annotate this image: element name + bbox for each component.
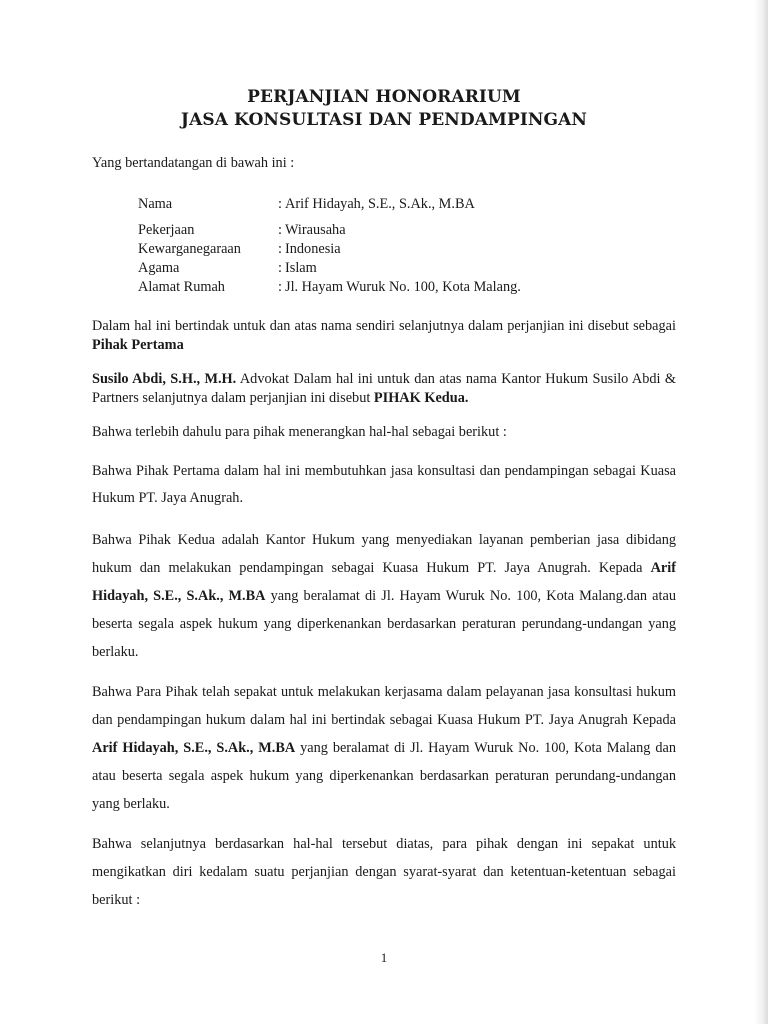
party1-paragraph-text: Dalam hal ini bertindak untuk dan atas nama sendiri selanjutnya dalam perjanjian ini disebut sebagai — [92, 318, 676, 334]
recital-intro-paragraph: Bahwa terlebih dahulu para pihak menerangkan hal-hal sebagai berikut : — [92, 424, 507, 440]
identity-separator: : — [278, 279, 282, 295]
document-page — [92, 86, 676, 914]
identity-label: Alamat Rumah — [138, 279, 225, 295]
recital-party2-text: Bahwa Pihak Kedua adalah Kantor Hukum yang menyediakan layanan pemberian jasa dibidang hukum dan melakukan pendampingan sebagai Kuasa Hukum PT. Jaya Anugrah. Kepada — [92, 532, 676, 576]
page-number: 1 — [380, 950, 388, 965]
party1-designation: Pihak Pertama — [92, 337, 184, 353]
identity-value: Jl. Hayam Wuruk No. 100, Kota Malang. — [285, 279, 521, 295]
identity-label: Pekerjaan — [138, 222, 195, 238]
recital-party2-paragraph — [92, 526, 676, 666]
recital-party2-text-end: yang beralamat di Jl. Hayam Wuruk No. 100, Kota Malang.dan atau beserta segala aspek hukum yang diperkenankan berdasarkan peraturan perundang-undangan yang berlaku. — [92, 588, 676, 660]
identity-value: Arif Hidayah, S.E., S.Ak., M.BA — [285, 196, 475, 212]
recital-agreement-client-name: Arif Hidayah, S.E., S.Ak., M.BA — [92, 740, 296, 756]
identity-value: Islam — [285, 260, 317, 276]
recital-agreement-text-end: yang beralamat di Jl. Hayam Wuruk No. 100, Kota Malang dan atau beserta segala aspek hukum yang diperkenankan berdasarkan peraturan perundang-undangan yang berlaku. — [92, 740, 676, 812]
recital-agreement-paragraph — [92, 678, 676, 818]
identity-row-agama — [138, 259, 676, 278]
intro-text: Yang bertandatangan di bawah ini : — [92, 155, 295, 171]
recital-final-paragraph: Bahwa selanjutnya berdasarkan hal-hal tersebut diatas, para pihak dengan ini sepakat untuk mengikatkan diri kedalam suatu perjanjian dengan syarat-syarat dan ketentuan-ketentuan sebagai berikut : — [92, 836, 676, 908]
title-line-2: JASA KONSULTASI DAN PENDAMPINGAN — [180, 110, 588, 130]
identity-row-nama — [138, 195, 676, 214]
party2-paragraph-text: Advokat Dalam hal ini untuk dan atas nama Kantor Hukum Susilo Abdi & Partners selanjutnya dalam perjanjian ini disebut — [92, 371, 676, 406]
identity-label: Agama — [138, 260, 180, 276]
identity-row-alamat — [138, 278, 676, 297]
identity-label: Nama — [138, 196, 173, 212]
identity-row-kewarganegaraan — [138, 240, 676, 259]
party1-identity-table — [138, 195, 676, 297]
recital-agreement-text: Bahwa Para Pihak telah sepakat untuk melakukan kerjasama dalam pelayanan jasa konsultasi hukum dan pendampingan hukum dalam hal ini bertindak sebagai Kuasa Hukum PT. Jaya Anugrah Kepada — [92, 684, 676, 728]
identity-value: Indonesia — [285, 241, 341, 257]
party2-name: Susilo Abdi, S.H., M.H. — [92, 371, 237, 387]
identity-value: Wirausaha — [285, 222, 346, 238]
identity-separator: : — [278, 241, 282, 257]
identity-row-pekerjaan — [138, 221, 676, 240]
recital-need-paragraph: Bahwa Pihak Pertama dalam hal ini membutuhkan jasa konsultasi dan pendampingan sebagai Kuasa Hukum PT. Jaya Anugrah. — [92, 463, 676, 506]
identity-separator: : — [278, 260, 282, 276]
title-line-1: PERJANJIAN HONORARIUM — [247, 87, 521, 107]
party2-paragraph — [92, 370, 676, 408]
page-edge-shadow — [754, 0, 768, 1024]
recital-party2-client-name: Arif Hidayah, S.E., S.Ak., M.BA — [92, 560, 676, 604]
identity-label: Kewarganegaraan — [138, 241, 241, 257]
party1-paragraph — [92, 317, 676, 355]
identity-separator: : — [278, 196, 282, 212]
identity-separator: : — [278, 222, 282, 238]
party2-designation: PIHAK Kedua. — [373, 390, 469, 406]
